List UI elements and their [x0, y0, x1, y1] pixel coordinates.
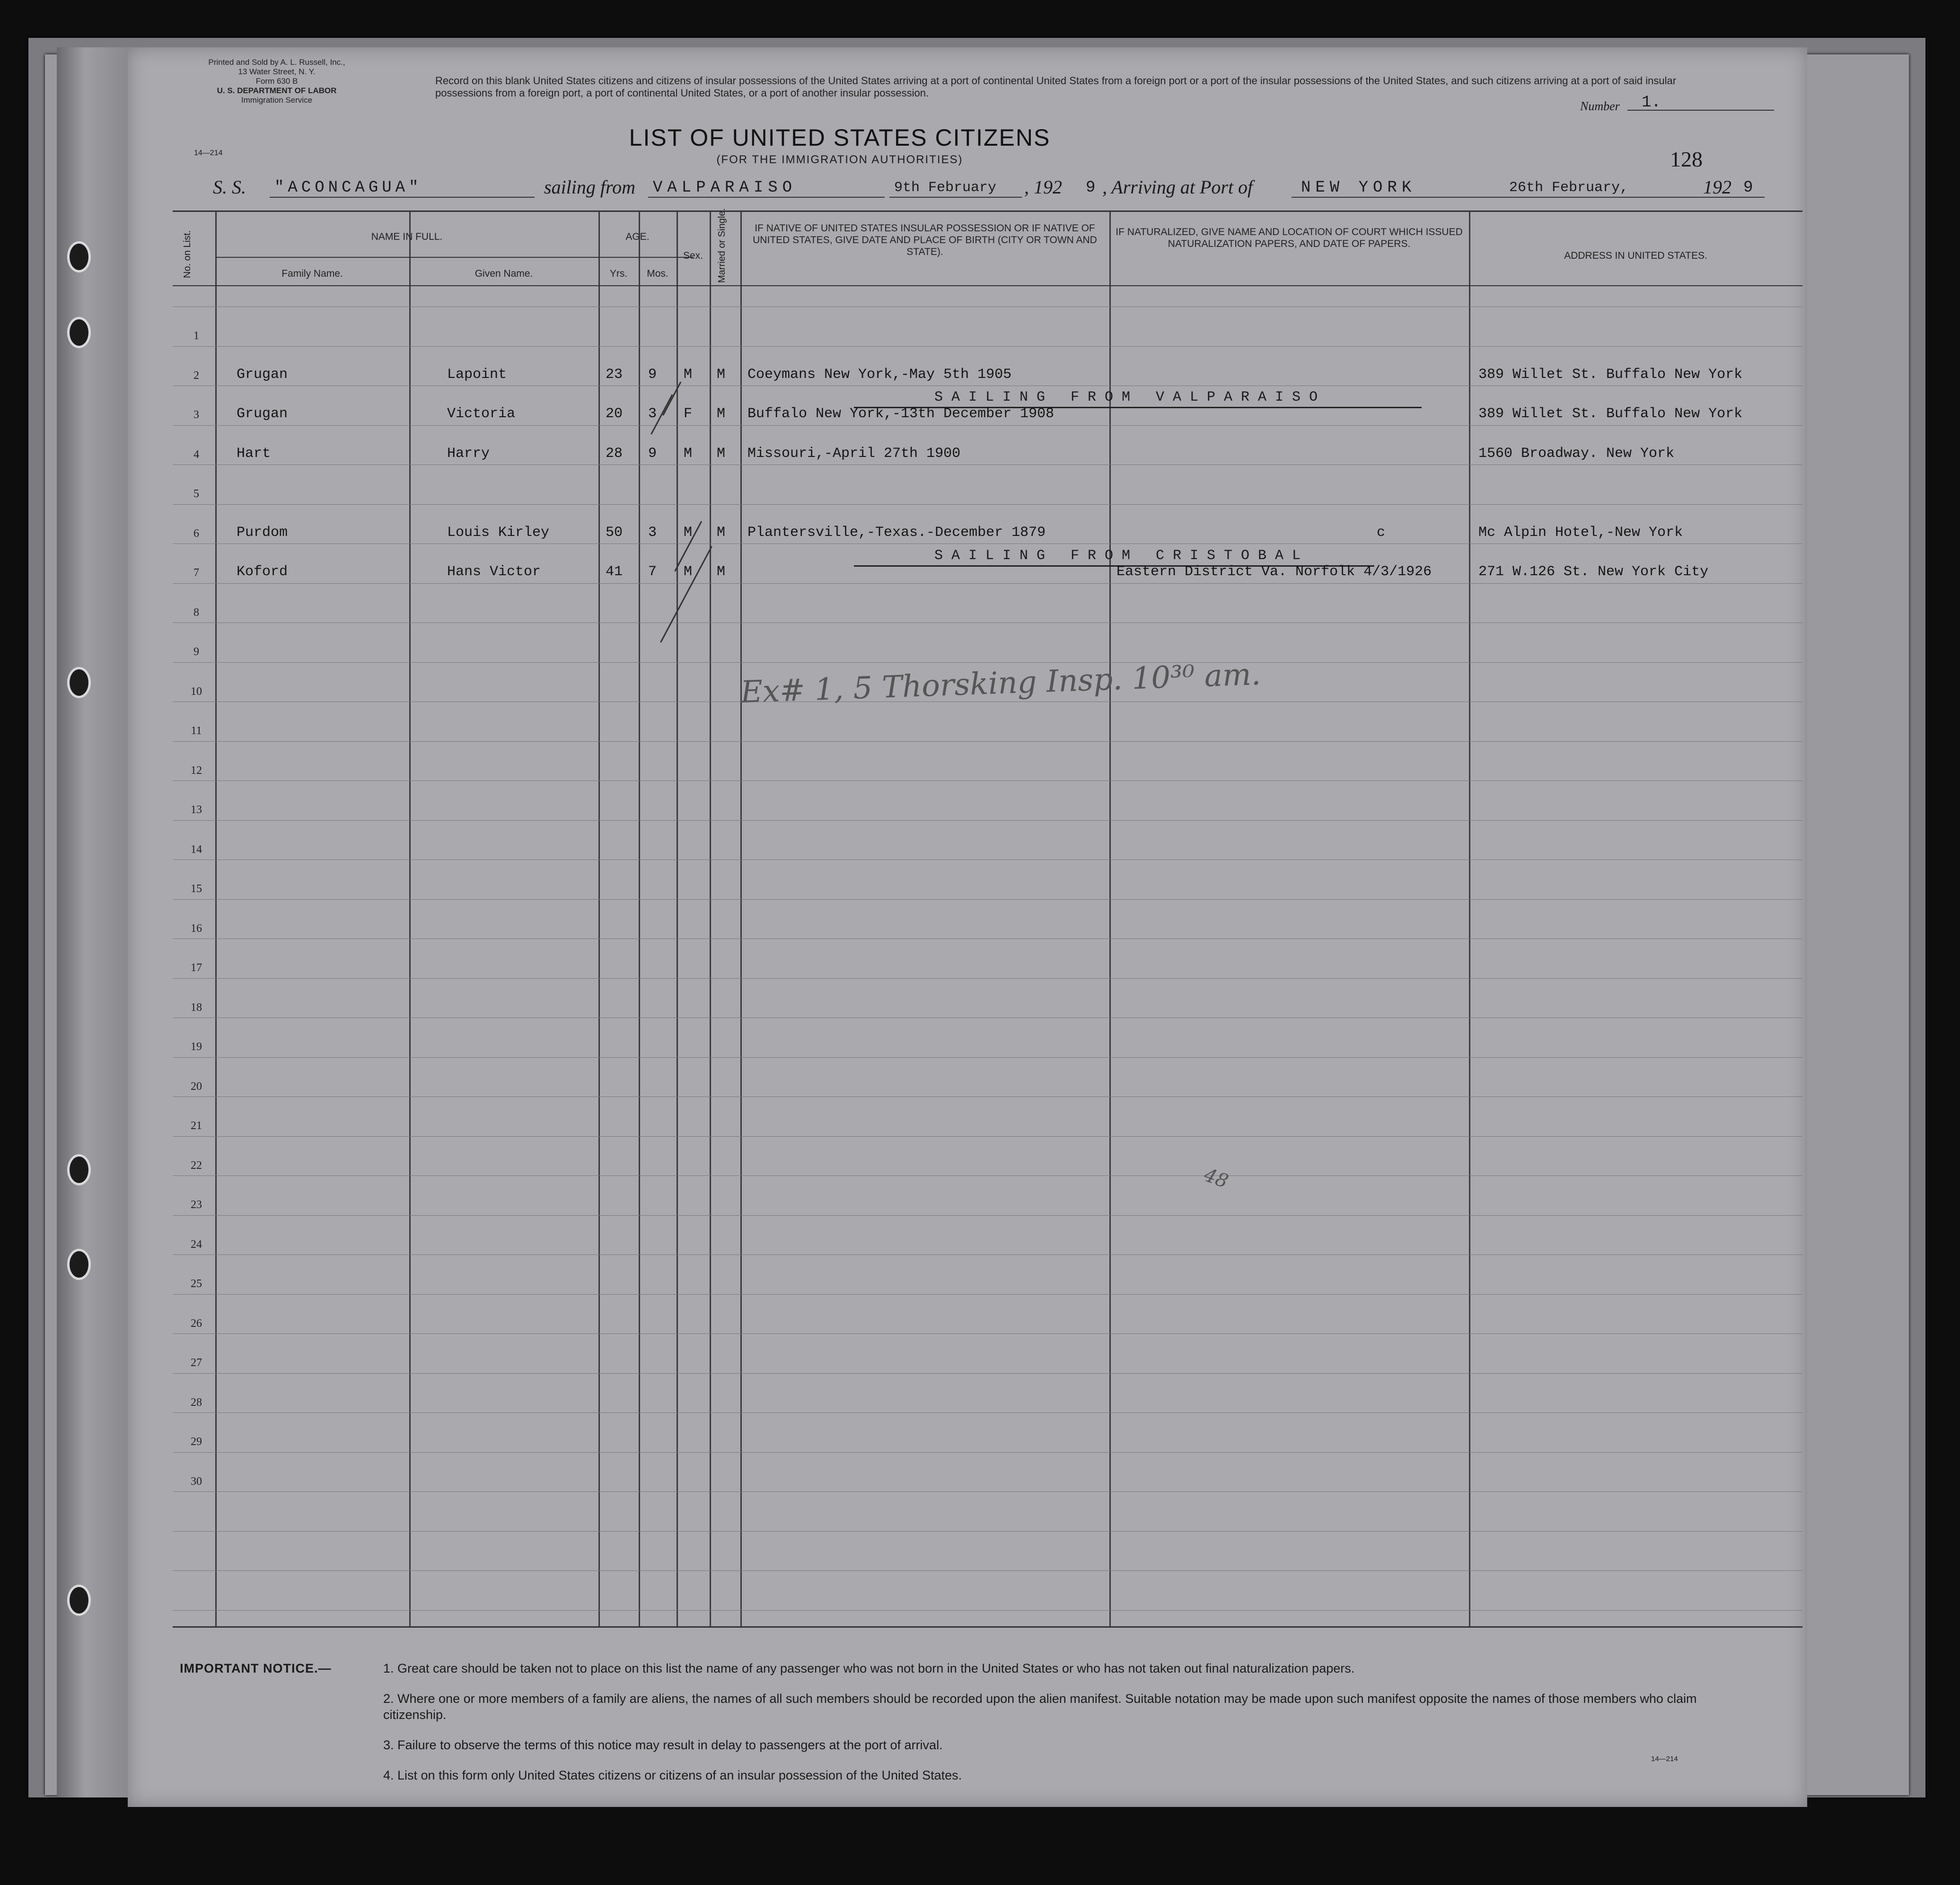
row-rule — [173, 425, 1802, 426]
page-title: LIST OF UNITED STATES CITIZENS — [629, 124, 1051, 151]
column-header-naturalized: IF NATURALIZED, GIVE NAME AND LOCATION OF COURT WHICH ISSUED NATURALIZATION PAPERS, AND DATE OF PAPERS. — [1116, 227, 1463, 249]
page-number: 128 — [1670, 147, 1703, 171]
notice-label: IMPORTANT NOTICE.— — [180, 1661, 332, 1675]
form-id: 14—214 — [194, 149, 223, 157]
row-number: 8 — [193, 606, 199, 619]
cell-yrs: 23 — [606, 366, 623, 383]
cell-marital: M — [717, 406, 726, 422]
cell-marital: M — [717, 564, 726, 580]
cell-family: Grugan — [237, 406, 288, 422]
sailing-banner: SAILING FROM CRISTOBAL — [934, 548, 1310, 564]
column-header-sex: Sex. — [683, 250, 703, 261]
notice-item: 3. Failure to observe the terms of this notice may result in delay to passengers at the port of arrival. — [383, 1738, 943, 1752]
cell-mos: 3 — [648, 406, 657, 422]
row-rule — [173, 1215, 1802, 1216]
column-header-age: AGE. — [625, 231, 650, 242]
row-rule — [173, 662, 1802, 663]
cell-family: Grugan — [237, 366, 288, 383]
column-header-family: Family Name. — [281, 268, 343, 279]
row-number: 4 — [193, 448, 199, 461]
cell-marital: M — [717, 366, 726, 383]
row-rule — [173, 1136, 1802, 1137]
cell-naturalized: c — [1377, 524, 1386, 541]
punch-hole — [67, 317, 91, 348]
row-number: 17 — [191, 962, 202, 974]
notice-item: 4. List on this form only United States citizens or citizens of an insular possession of the United States. — [383, 1768, 962, 1782]
cell-marital: M — [717, 445, 726, 462]
cell-marital: M — [717, 524, 726, 541]
cell-address: Mc Alpin Hotel,-New York — [1478, 524, 1683, 541]
row-rule — [173, 1610, 1802, 1611]
row-rule — [173, 346, 1802, 347]
cell-sex: M — [684, 445, 693, 462]
number-label: Number — [1580, 99, 1620, 113]
cell-mos: 3 — [648, 524, 657, 541]
row-rule — [173, 1294, 1802, 1295]
row-number: 24 — [191, 1238, 202, 1251]
notice-item: 2. Where one or more members of a family are aliens, the names of all such members should be recorded upon the alien manifest. Suitable notation may be made upon such manifest opposite the names of those members who claim citizenship. — [383, 1692, 1697, 1722]
row-number: 22 — [191, 1159, 202, 1172]
port-underline — [648, 197, 885, 198]
row-number: 1 — [193, 330, 199, 342]
punch-hole — [67, 241, 91, 272]
row-number: 16 — [191, 922, 202, 935]
row-number: 15 — [191, 883, 202, 895]
row-rule — [173, 1531, 1802, 1532]
column-header-mos: Mos. — [647, 268, 668, 279]
row-number: 23 — [191, 1199, 202, 1211]
cell-sex: F — [684, 406, 693, 422]
column-rule — [1469, 212, 1470, 1626]
column-header-given: Given Name. — [475, 268, 533, 279]
cell-birth: Buffalo New York,-13th December 1908 — [747, 406, 1055, 422]
row-number: 6 — [193, 527, 199, 540]
cell-given: Louis Kirley — [447, 524, 550, 541]
cell-birth: Missouri,-April 27th 1900 — [747, 445, 961, 462]
printer-line: Printed and Sold by A. L. Russell, Inc., — [208, 58, 345, 67]
column-header-name: NAME IN FULL. — [371, 231, 443, 242]
row-number: 11 — [191, 725, 202, 737]
row-rule — [173, 820, 1802, 821]
column-rule — [1109, 212, 1111, 1626]
row-rule — [173, 1175, 1802, 1176]
row-number: 21 — [191, 1120, 202, 1132]
year-digit: 9 — [1086, 179, 1096, 197]
voyage-line — [213, 176, 1798, 204]
subheader-rule — [215, 257, 693, 258]
row-rule — [173, 1570, 1802, 1571]
column-header-birth: IF NATIVE OF UNITED STATES INSULAR POSSESSION OR IF NATIVE OF UNITED STATES, GIVE DATE AND PLACE OF BIRTH (CITY OR TOWN AND STATE). — [753, 223, 1097, 257]
ship-underline — [270, 197, 535, 198]
row-number: 13 — [191, 804, 202, 816]
cell-sex: M — [684, 524, 693, 541]
printer-line: U. S. DEPARTMENT OF LABOR — [217, 86, 337, 95]
row-number: 3 — [193, 409, 199, 421]
year-digit: 9 — [1743, 179, 1753, 197]
row-number: 5 — [193, 488, 199, 500]
row-number: 28 — [191, 1396, 202, 1409]
row-number: 30 — [191, 1475, 202, 1488]
punch-hole — [67, 1585, 91, 1616]
row-number: 2 — [193, 369, 199, 382]
cell-mos: 7 — [648, 564, 657, 580]
column-rule — [639, 212, 640, 1626]
row-rule — [173, 780, 1802, 781]
header-rule — [173, 285, 1802, 286]
cell-address: 389 Willet St. Buffalo New York — [1478, 406, 1743, 422]
row-rule — [173, 1412, 1802, 1413]
sailing-banner: SAILING FROM VALPARAISO — [934, 389, 1327, 405]
printer-line: Immigration Service — [241, 96, 313, 105]
cell-mos: 9 — [648, 445, 657, 462]
row-number: 10 — [191, 685, 202, 698]
row-rule — [173, 701, 1802, 702]
column-rule — [409, 212, 411, 1626]
check-mark — [662, 382, 681, 416]
cell-yrs: 28 — [606, 445, 623, 462]
record-instructions: Record on this blank United States citizens and citizens of insular possessions of the United States arriving at a port of continental United States from a foreign port or a port of the insular possessions of the United States, and such citizens arriving at a port of said insular possessions from a foreign port, a port of continental United States, or a port of another insular possession. — [435, 75, 1677, 99]
cell-address: 389 Willet St. Buffalo New York — [1478, 366, 1743, 383]
cell-given: Hans Victor — [447, 564, 541, 580]
page-subtitle: (FOR THE IMMIGRATION AUTHORITIES) — [716, 153, 963, 166]
row-number: 29 — [191, 1436, 202, 1448]
printer-line: Form 630 B — [255, 77, 298, 86]
row-rule — [173, 899, 1802, 900]
cell-given: Lapoint — [447, 366, 507, 383]
column-rule — [215, 212, 217, 1626]
cell-mos: 9 — [648, 366, 657, 383]
form-id: 14—214 — [1651, 1755, 1678, 1763]
row-rule — [173, 504, 1802, 505]
manifest-sheet — [128, 47, 1807, 1807]
row-number: 12 — [191, 764, 202, 777]
row-rule — [173, 622, 1802, 623]
column-rule — [710, 212, 711, 1626]
row-number: 26 — [191, 1317, 202, 1330]
cell-birth: Coeymans New York,-May 5th 1905 — [747, 366, 1012, 383]
binding-edge — [57, 47, 128, 1797]
row-rule — [173, 1333, 1802, 1334]
row-rule — [173, 1096, 1802, 1097]
printer-imprint — [182, 58, 371, 105]
port-to: NEW YORK — [1301, 179, 1416, 197]
cell-yrs: 50 — [606, 524, 623, 541]
departure-date: 9th February — [894, 180, 997, 196]
row-number: 7 — [193, 567, 199, 579]
row-rule — [173, 1373, 1802, 1374]
cell-yrs: 41 — [606, 564, 623, 580]
row-rule — [173, 1017, 1802, 1018]
column-header-no: No. on List. — [182, 230, 193, 278]
arriving-label: , Arriving at Port of — [1102, 176, 1253, 198]
check-mark — [660, 546, 712, 642]
cell-naturalized: Eastern District Va. Norfolk 4/3/1926 — [1116, 564, 1432, 580]
printer-line: 13 Water Street, N. Y. — [238, 67, 316, 76]
punch-hole — [67, 667, 91, 698]
stamp-number: 48 — [1201, 1164, 1231, 1193]
cell-given: Harry — [447, 445, 490, 462]
cell-sex: M — [684, 564, 693, 580]
row-number: 27 — [191, 1357, 202, 1369]
row-rule — [173, 978, 1802, 979]
row-rule — [173, 938, 1802, 939]
column-rule — [677, 212, 678, 1626]
row-rule — [173, 583, 1802, 584]
row-number: 14 — [191, 843, 202, 856]
cell-yrs: 20 — [606, 406, 623, 422]
column-rule — [598, 212, 600, 1626]
cell-family: Purdom — [237, 524, 288, 541]
punch-hole — [67, 1154, 91, 1185]
year-prefix: , 192 — [1024, 176, 1062, 198]
manifest-table — [173, 210, 1802, 1628]
cell-birth: Plantersville,-Texas.-December 1879 — [747, 524, 1046, 541]
row-rule — [173, 1491, 1802, 1492]
cell-address: 271 W.126 St. New York City — [1478, 564, 1709, 580]
row-rule — [173, 741, 1802, 742]
row-rule — [173, 1254, 1802, 1255]
row-number: 20 — [191, 1080, 202, 1093]
column-header-yrs: Yrs. — [609, 268, 628, 279]
row-number: 19 — [191, 1041, 202, 1053]
column-header-married: Married or Single. — [717, 208, 727, 283]
row-rule — [173, 859, 1802, 860]
row-number: 9 — [193, 646, 199, 658]
year-prefix: 192 — [1703, 176, 1731, 198]
port-from: VALPARAISO — [653, 179, 797, 197]
date-underline — [889, 197, 1022, 198]
row-rule — [173, 1452, 1802, 1453]
ss-label: S. S. — [213, 176, 246, 198]
ship-name: "ACONCAGUA" — [274, 179, 422, 197]
row-rule — [173, 1057, 1802, 1058]
row-number: 18 — [191, 1001, 202, 1014]
arrival-underline — [1292, 197, 1765, 198]
column-header-address: ADDRESS IN UNITED STATES. — [1564, 250, 1707, 261]
sailing-label: sailing from — [544, 176, 635, 198]
row-number: 25 — [191, 1278, 202, 1290]
punch-hole — [67, 1249, 91, 1280]
cell-sex: M — [684, 366, 693, 383]
cell-given: Victoria — [447, 406, 516, 422]
list-number: 1. — [1642, 94, 1661, 112]
inspector-note: Ex# 1, 5 Thorsking Insp. 10³⁰ am. — [740, 657, 1262, 710]
cell-family: Koford — [237, 564, 288, 580]
arrival-date: 26th February, — [1509, 180, 1629, 196]
column-rule — [740, 212, 742, 1626]
cell-family: Hart — [237, 445, 271, 462]
cell-address: 1560 Broadway. New York — [1478, 445, 1675, 462]
notice-item: 1. Great care should be taken not to place on this list the name of any passenger who was not born in the United States or who has not taken out final naturalization papers. — [383, 1661, 1355, 1675]
